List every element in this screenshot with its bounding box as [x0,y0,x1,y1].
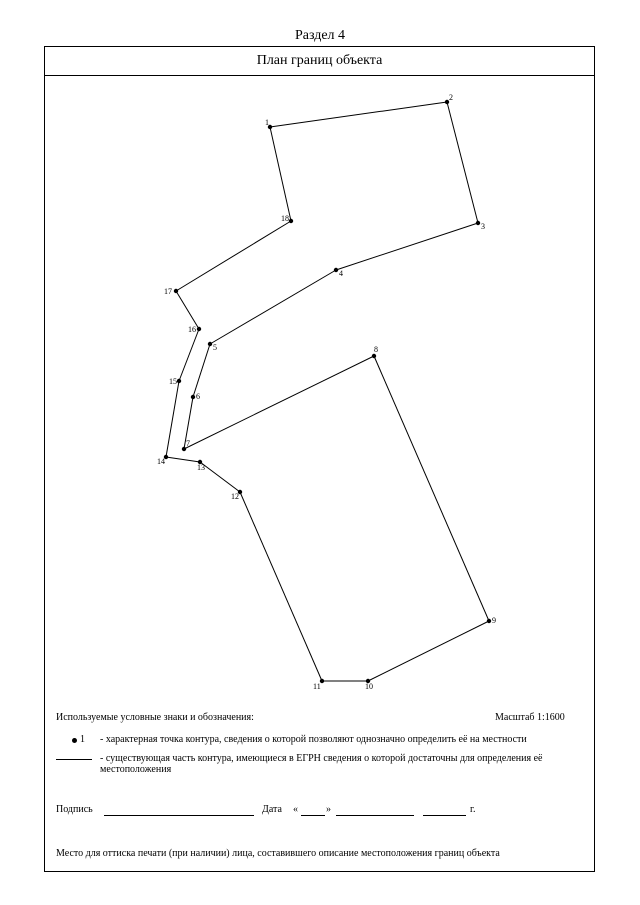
boundary-segment [176,221,291,291]
boundary-segment [179,329,199,381]
legend-point-text: - характерная точка контура, сведения о которой позволяют однозначно определить её на местности [100,734,527,745]
point-label-9: 9 [492,616,496,625]
legend-line-row [56,753,590,775]
boundary-segment [200,462,240,492]
boundary-segment [166,381,179,457]
point-label-15: 15 [169,377,177,386]
point-label-2: 2 [449,93,453,102]
signature-row [56,804,556,820]
boundary-segment [374,356,489,621]
boundary-segment [270,127,291,221]
point-dot-icon [72,738,77,743]
point-label-18: 18 [281,214,289,223]
line-symbol-icon [56,759,92,760]
boundary-segment [270,102,447,127]
point-label-13: 13 [197,463,205,472]
point-label-3: 3 [481,222,485,231]
date-label: Дата [262,804,282,815]
plan-title: План границ объекта [45,47,594,76]
boundary-point-3 [476,221,480,225]
boundary-point-6 [191,395,195,399]
boundary-point-8 [372,354,376,358]
date-year-field[interactable] [423,815,466,816]
point-label-17: 17 [164,287,172,296]
point-label-11: 11 [313,682,321,691]
section-title: Раздел 4 [294,28,346,43]
boundary-segment [193,344,210,397]
boundary-segment [336,223,478,270]
boundary-point-18 [289,219,293,223]
boundary-point-9 [487,619,491,623]
point-label-7: 7 [186,439,190,448]
point-symbol-number: 1 [80,734,85,745]
boundary-point-15 [177,379,181,383]
point-label-1: 1 [265,118,269,127]
quote-open: « [293,804,298,815]
line-symbol [56,753,100,775]
legend-point-row [56,734,590,745]
boundary-point-16 [197,327,201,331]
boundary-segment [368,621,489,681]
boundary-point-17 [174,289,178,293]
point-label-8: 8 [374,345,378,354]
year-suffix: г. [470,804,476,815]
date-month-field[interactable] [336,815,414,816]
boundary-segment [240,492,322,681]
point-label-16: 16 [188,325,196,334]
point-label-10: 10 [365,682,373,691]
legend-line-text: - существующая часть контура, имеющиеся в ЕГРН сведения о которой достаточны для определения её местоположения [100,753,543,775]
boundary-point-4 [334,268,338,272]
stamp-text: Место для оттиска печати (при наличии) лица, составившего описание местоположения границ объекта [56,848,500,859]
point-symbol [56,734,100,745]
boundary-segment [210,270,336,344]
boundary-segment [176,291,199,329]
point-label-14: 14 [157,457,165,466]
boundary-segment [447,102,478,223]
boundary-segment [184,356,374,449]
quote-close: » [326,804,331,815]
point-label-6: 6 [196,392,200,401]
scale-label: Масштаб 1:1600 [495,712,565,723]
sign-label: Подпись [56,804,93,815]
legend-heading: Используемые условные знаки и обозначения: [56,712,254,723]
date-day-field[interactable] [301,815,325,816]
point-label-4: 4 [339,269,343,278]
signature-field[interactable] [104,815,254,816]
point-label-12: 12 [231,492,239,501]
point-label-5: 5 [213,343,217,352]
boundary-segment [166,457,200,462]
boundary-point-5 [208,342,212,346]
